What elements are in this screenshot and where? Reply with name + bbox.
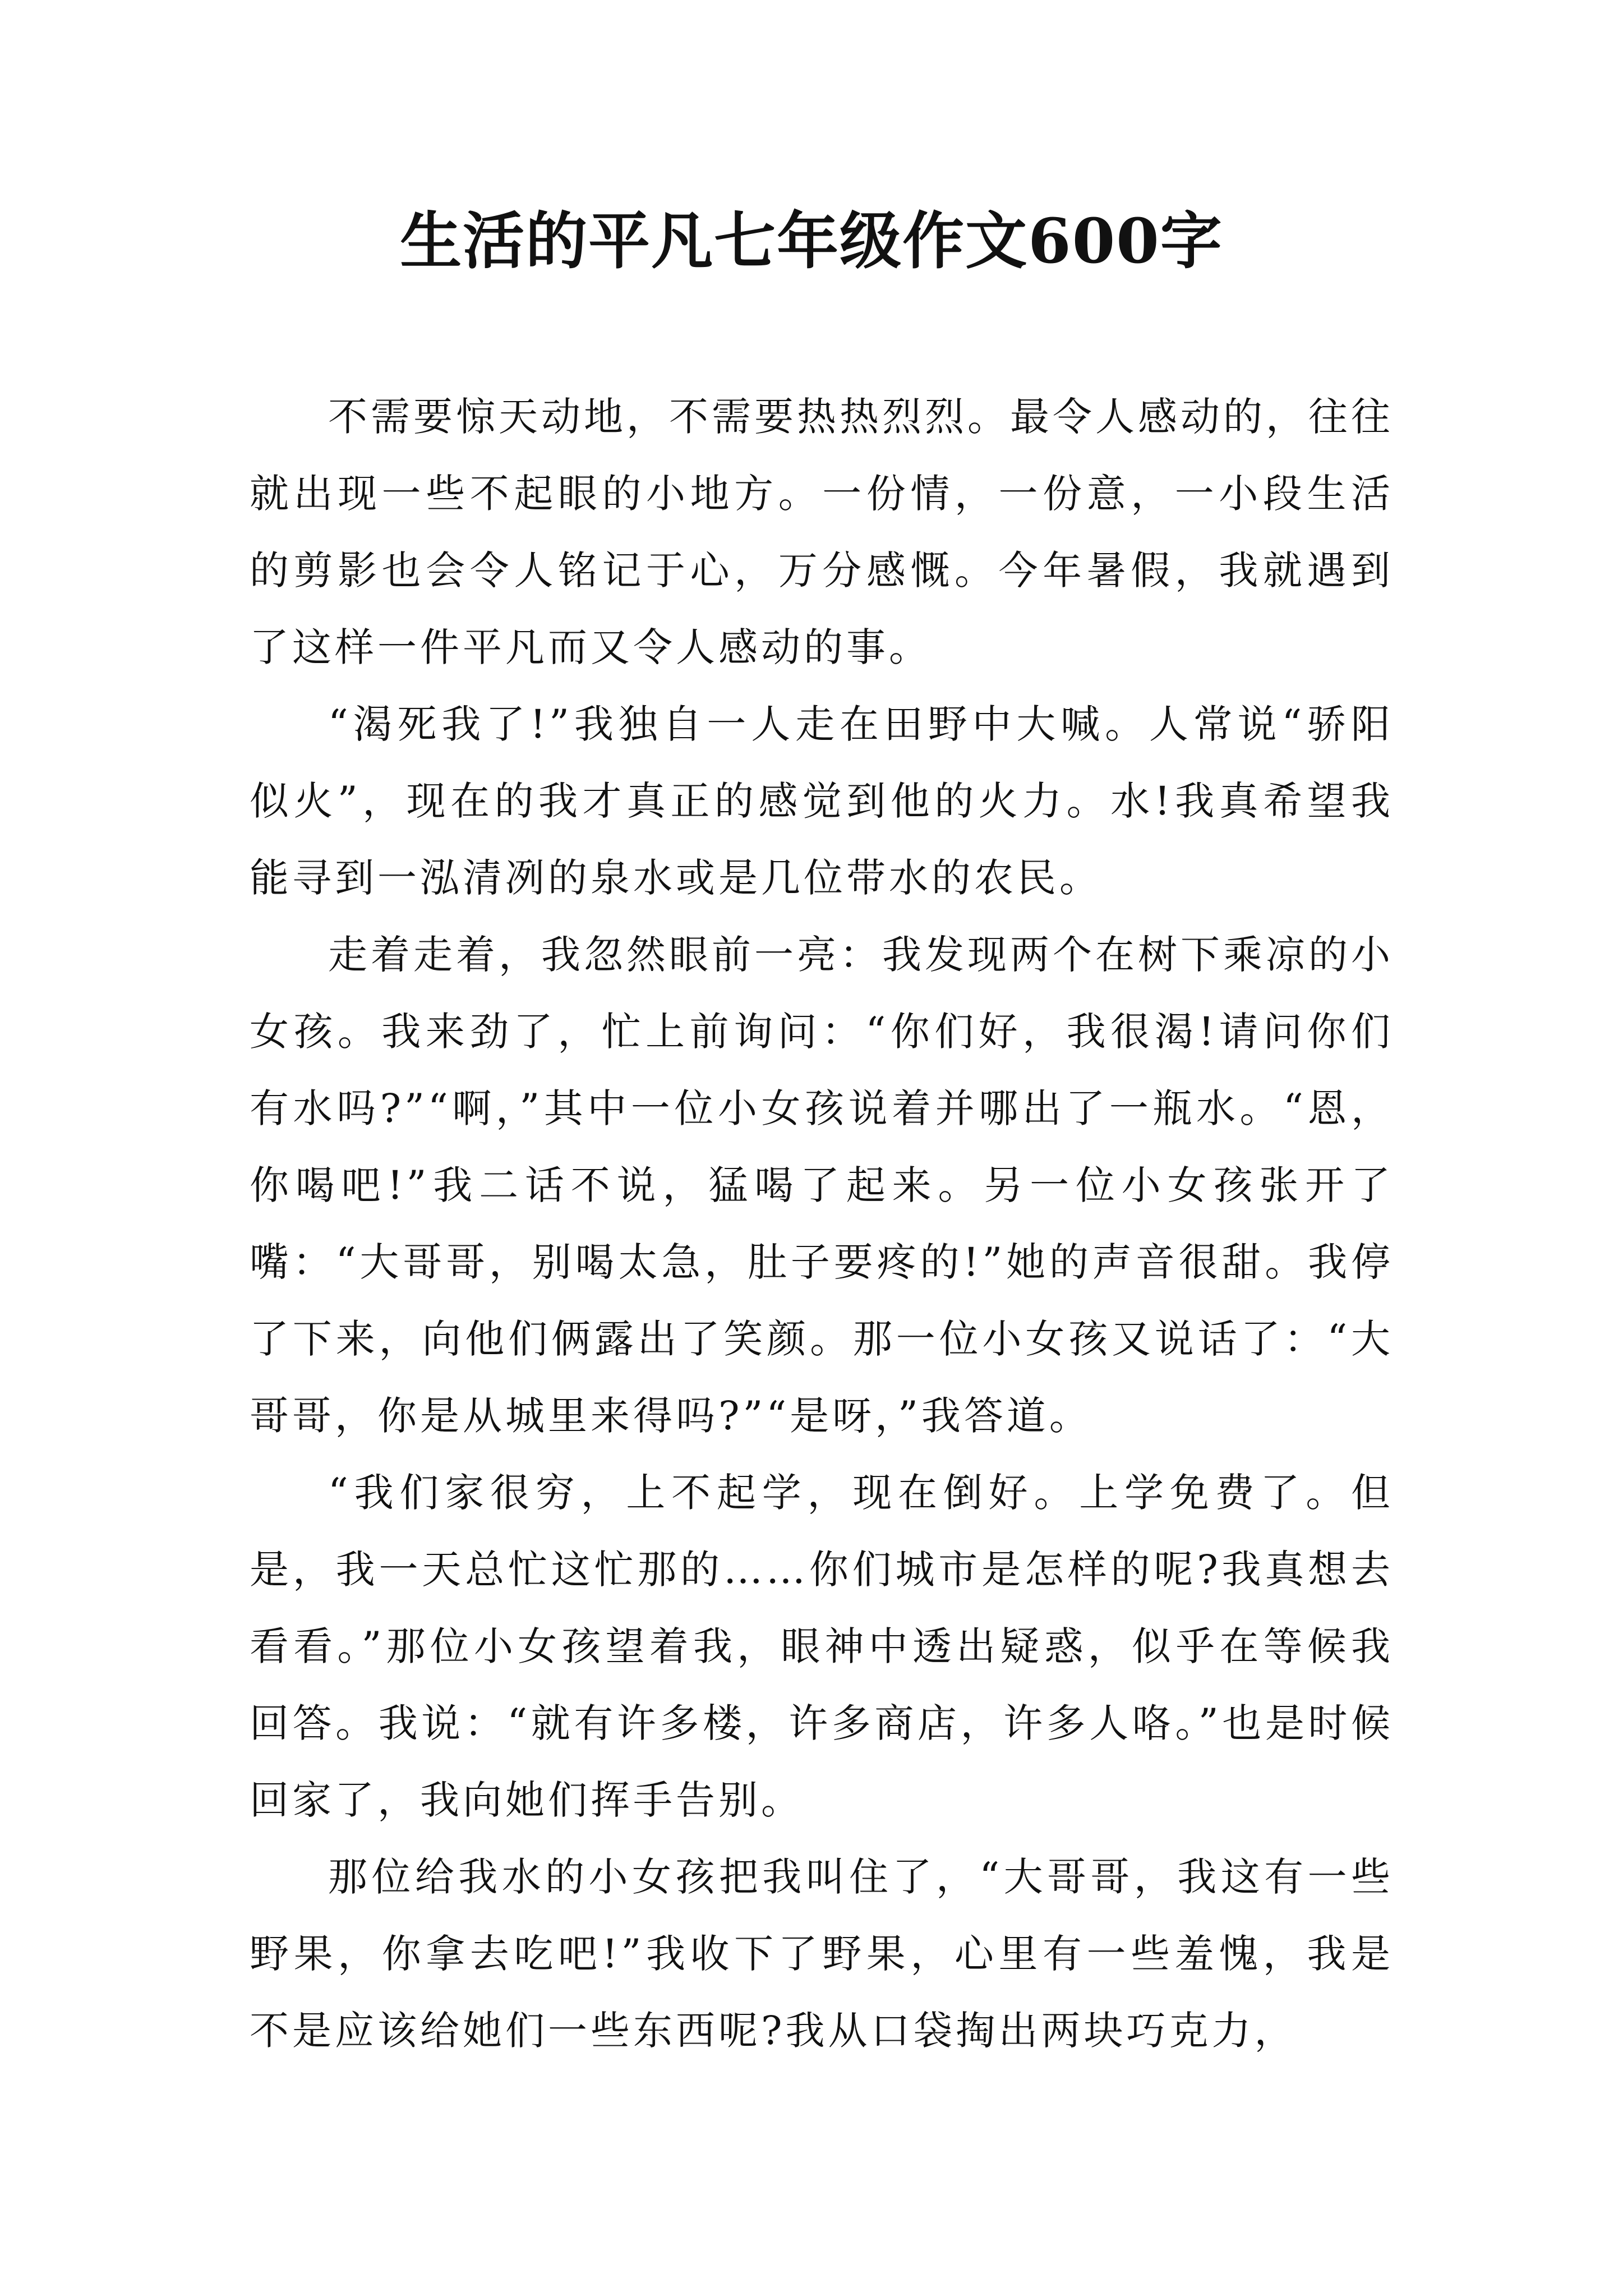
document-body	[250, 379, 1394, 2069]
paragraph-3: 走着走着，我忽然眼前一亮：我发现两个在树下乘凉的小女孩。我来劲了，忙上前询问：“你们好，我很渴!请问你们有水吗?”“啊，”其中一位小女孩说着并哪出了一瓶水。“恩，你喝吧!”我二话不说，猛喝了起来。另一位小女孩张开了嘴：“大哥哥，别喝太急，肚子要疼的!”她的声音很甜。我停了下来，向他们俩露出了笑颜。那一位小女孩又说话了：“大哥哥，你是从城里来得吗?”“是呀，”我答道。	[250, 932, 1394, 1439]
paragraph-5: 那位给我水的小女孩把我叫住了，“大哥哥，我这有一些野果，你拿去吃吧!”我收下了野果，心里有一些羞愧，我是不是应该给她们一些东西呢?我从口袋掏出两块巧克力，	[250, 1854, 1394, 2054]
paragraph-4: “我们家很穷，上不起学，现在倒好。上学免费了。但是，我一天总忙这忙那的……你们城市是怎样的呢?我真想去看看。”那位小女孩望着我，眼神中透出疑惑，似乎在等候我回答。我说：“就有许多楼，许多商店，许多人咯。”也是时候回家了，我向她们挥手告别。	[250, 1470, 1394, 1823]
paragraph-1: 不需要惊天动地，不需要热热烈烈。最令人感动的，往往就出现一些不起眼的小地方。一份情，一份意，一小段生活的剪影也会令人铭记于心，万分感慨。今年暑假，我就遇到了这样一件平凡而又令人感动的事。	[250, 394, 1394, 670]
paragraph-2: “渴死我了!”我独自一人走在田野中大喊。人常说“骄阳似火”，现在的我才真正的感觉到他的火力。水!我真希望我能寻到一泓清冽的泉水或是几位带水的农民。	[250, 701, 1394, 901]
document-title: 生活的平凡七年级作文600字	[400, 205, 1223, 277]
